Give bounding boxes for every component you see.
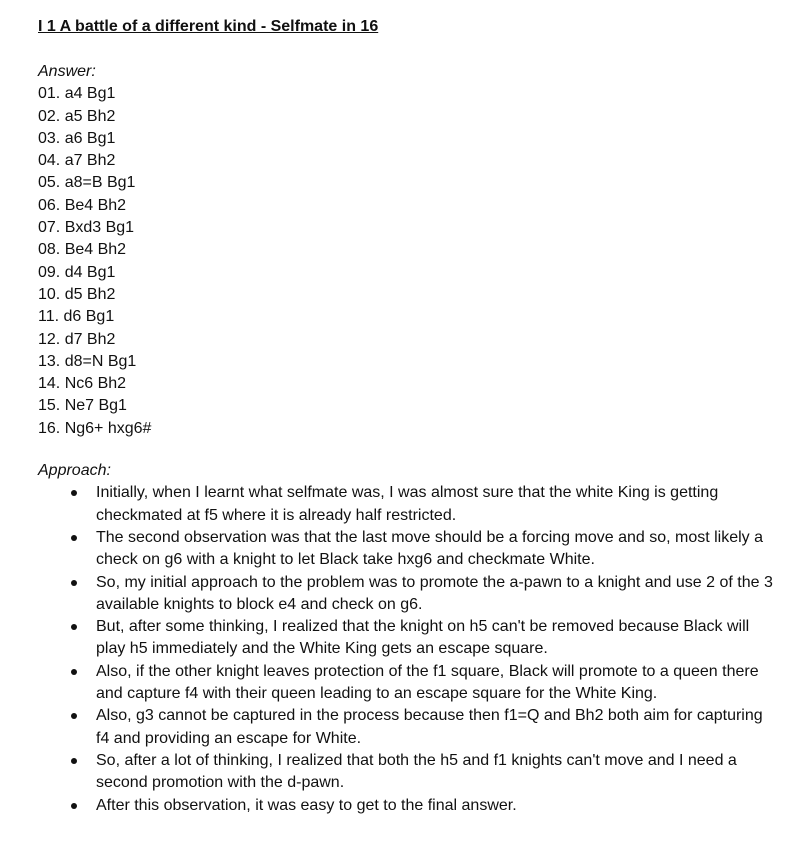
approach-item (38, 661, 778, 706)
bullet-icon (71, 803, 77, 809)
approach-item (38, 482, 778, 527)
move-line: 14. Nc6 Bh2 (38, 375, 127, 393)
approach-text: So, after a lot of thinking, I realized that both the h5 and f1 knights can't move and I need a second promotion with the d-pawn. (96, 751, 737, 792)
approach-text: Also, if the other knight leaves protection of the f1 square, Black will promote to a queen there and capture f4 with their queen leading to an escape square for the White King. (96, 662, 759, 703)
approach-item (38, 705, 778, 750)
move-line: 15. Ne7 Bg1 (38, 397, 127, 415)
move-line: 04. a7 Bh2 (38, 152, 116, 170)
document-title: I 1 A battle of a different kind - Selfmate in 16 (38, 18, 379, 35)
approach-text: But, after some thinking, I realized that the knight on h5 can't be removed because Black will play h5 immediately and the White King gets an escape square. (96, 618, 750, 658)
approach-label: Approach: (38, 462, 111, 480)
move-line: 13. d8=N Bg1 (38, 352, 137, 370)
approach-list (38, 482, 778, 816)
answer-label: Answer: (38, 63, 96, 80)
move-line: 10. d5 Bh2 (38, 285, 116, 303)
approach-item (38, 616, 778, 661)
approach-text: After this observation, it was easy to get to the final answer. (96, 796, 517, 814)
bullet-icon (71, 713, 77, 719)
approach-text: So, my initial approach to the problem was to promote the a-pawn to a knight and use 2 of the 3 available knights to block e4 and check on g6. (96, 573, 773, 613)
move-line: 11. d6 Bg1 (38, 308, 115, 326)
move-line: 05. a8=B Bg1 (38, 174, 136, 192)
move-line: 01. a4 Bg1 (38, 85, 116, 103)
approach-item (38, 527, 778, 572)
bullet-icon (71, 758, 77, 764)
move-line: 09. d4 Bg1 (38, 263, 116, 281)
bullet-icon (71, 624, 77, 630)
bullet-icon (71, 490, 77, 496)
move-line: 07. Bxd3 Bg1 (38, 219, 135, 237)
bullet-icon (71, 535, 77, 541)
move-line: 02. a5 Bh2 (38, 107, 116, 125)
move-line: 08. Be4 Bh2 (38, 241, 127, 259)
move-line: 16. Ng6+ hxg6# (38, 419, 152, 437)
approach-item (38, 750, 778, 795)
bullet-icon (71, 580, 77, 586)
approach-text: Also, g3 cannot be captured in the process because then f1=Q and Bh2 both aim for capturing f4 and providing an escape for White. (96, 707, 763, 747)
approach-item (38, 572, 778, 617)
move-line: 12. d7 Bh2 (38, 330, 116, 348)
move-line: 06. Be4 Bh2 (38, 196, 127, 214)
move-list (38, 83, 778, 440)
move-line: 03. a6 Bg1 (38, 129, 116, 147)
document-page (38, 16, 778, 817)
approach-text: The second observation was that the last move should be a forcing move and so, most likely a check on g6 with a knight to let Black take hxg6 and checkmate White. (96, 528, 764, 569)
approach-item (38, 795, 778, 817)
bullet-icon (71, 669, 77, 675)
approach-text: Initially, when I learnt what selfmate was, I was almost sure that the white King is getting checkmated at f5 where it is already half restricted. (96, 484, 719, 524)
